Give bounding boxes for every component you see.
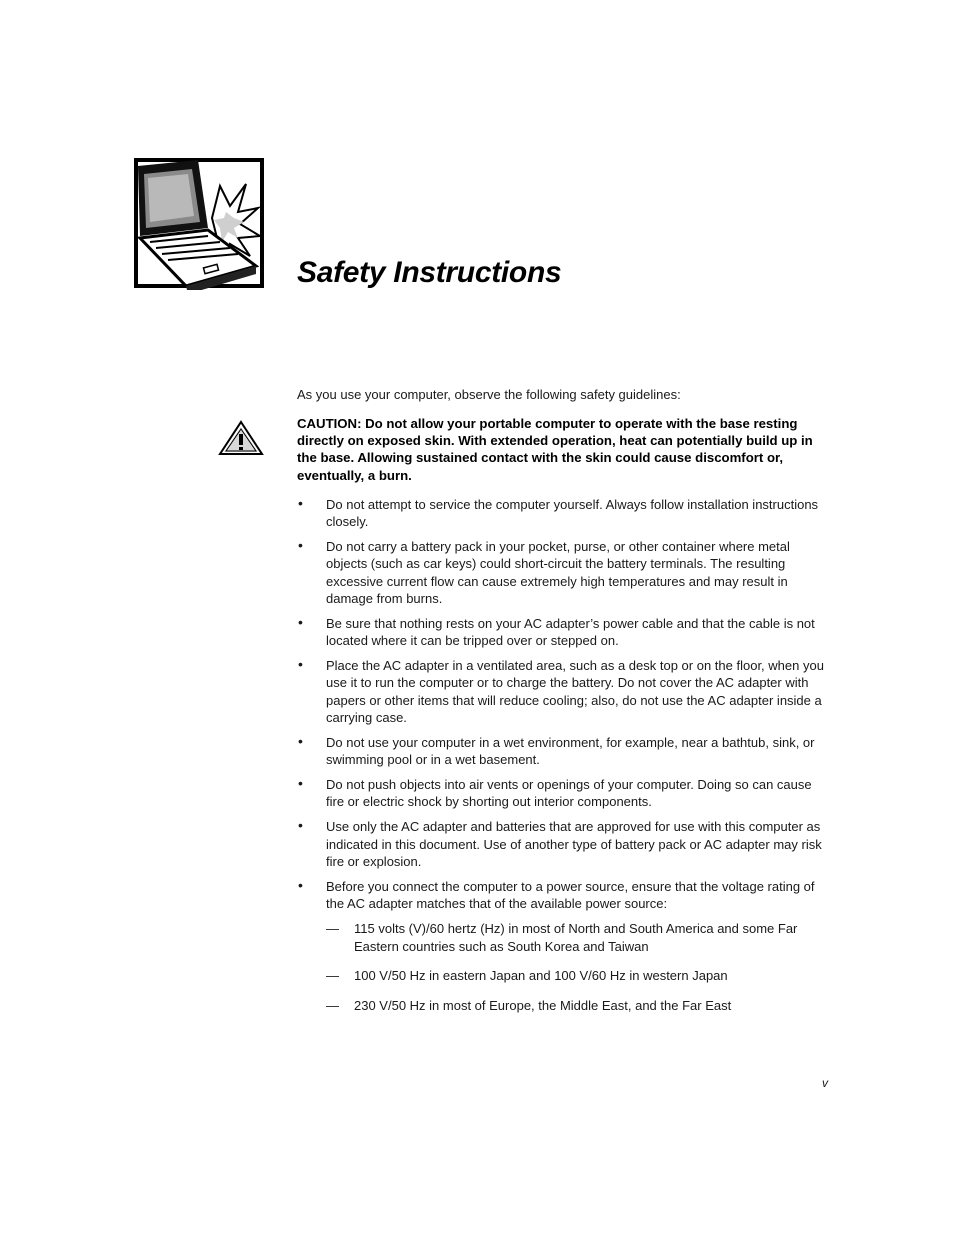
bullet-icon: • <box>298 537 303 554</box>
list-item <box>297 818 827 870</box>
bullet-icon: • <box>298 732 303 749</box>
sub-list-item <box>326 967 827 984</box>
caution-text: CAUTION: Do not allow your portable computer to operate with the base resting directly on exposed skin. With extended operation, heat can potentially build up in the base. Allowing sustained contact with the skin could cause discomfort or, eventually, a burn. <box>297 416 813 483</box>
list-item-text: Before you connect the computer to a power source, ensure that the voltage rating of the AC adapter matches that of the available power source: <box>326 878 815 912</box>
bullet-icon: • <box>298 495 303 511</box>
list-item-text: Do not push objects into air vents or openings of your computer. Doing so can cause fire or electric shock by shorting out interior components. <box>326 777 812 810</box>
bullet-icon: • <box>298 876 303 893</box>
list-item-text: Be sure that nothing rests on your AC adapter’s power cable and that the cable is not located where it can be tripped over or stepped on. <box>326 615 815 649</box>
dash-icon: — <box>326 998 339 1014</box>
sub-list-item <box>326 997 827 1014</box>
list-item-text: Do not use your computer in a wet environment, for example, near a bathtub, sink, or swimming pool or in a wet basement. <box>326 734 815 768</box>
list-item <box>297 615 827 650</box>
sub-list-item <box>326 920 827 955</box>
caution-warning-icon <box>218 420 264 456</box>
laptop-illustration-icon <box>134 158 264 290</box>
list-item-text: Do not carry a battery pack in your pocket, purse, or other container where metal objects (such as car keys) could short-circuit the battery terminals. The resulting excessive current flow can cause extremely high temperatures and may result in damage from burns. <box>326 539 790 607</box>
power-source-list <box>326 920 827 1014</box>
list-item <box>297 496 827 531</box>
sub-list-item-text: 115 volts (V)/60 hertz (Hz) in most of North and South America and some Far Eastern countries such as South Korea and Taiwan <box>354 921 798 954</box>
dash-icon: — <box>326 968 339 984</box>
list-item-text: Use only the AC adapter and batteries that are approved for use with this computer as indicated in this document. Use of another type of battery pack or AC adapter may risk fire or explosion. <box>326 819 822 869</box>
list-item <box>297 734 827 769</box>
list-item-text: Do not attempt to service the computer yourself. Always follow installation instructions closely. <box>326 497 819 530</box>
page-title: Safety Instructions <box>297 256 562 289</box>
bullet-icon: • <box>298 775 303 792</box>
bullet-icon: • <box>298 817 303 834</box>
dash-icon: — <box>326 921 339 937</box>
list-item <box>297 538 827 607</box>
page-number: v <box>822 1076 828 1090</box>
list-item <box>297 657 827 726</box>
bullet-icon: • <box>298 656 303 673</box>
safety-guidelines-list <box>297 496 827 1027</box>
bullet-icon: • <box>298 613 303 630</box>
intro-text: As you use your computer, observe the following safety guidelines: <box>297 387 681 402</box>
sub-list-item-text: 230 V/50 Hz in most of Europe, the Middle East, and the Far East <box>354 998 732 1014</box>
sub-list-item-text: 100 V/50 Hz in eastern Japan and 100 V/60 Hz in western Japan <box>354 968 728 984</box>
list-item <box>297 776 827 811</box>
list-item-text: Place the AC adapter in a ventilated area, such as a desk top or on the floor, when you use it to run the computer or to charge the battery. Do not cover the AC adapter with papers or other items that will reduce cooling; also, do not use the AC adapter inside a carrying case. <box>326 658 824 726</box>
list-item <box>297 878 827 1015</box>
